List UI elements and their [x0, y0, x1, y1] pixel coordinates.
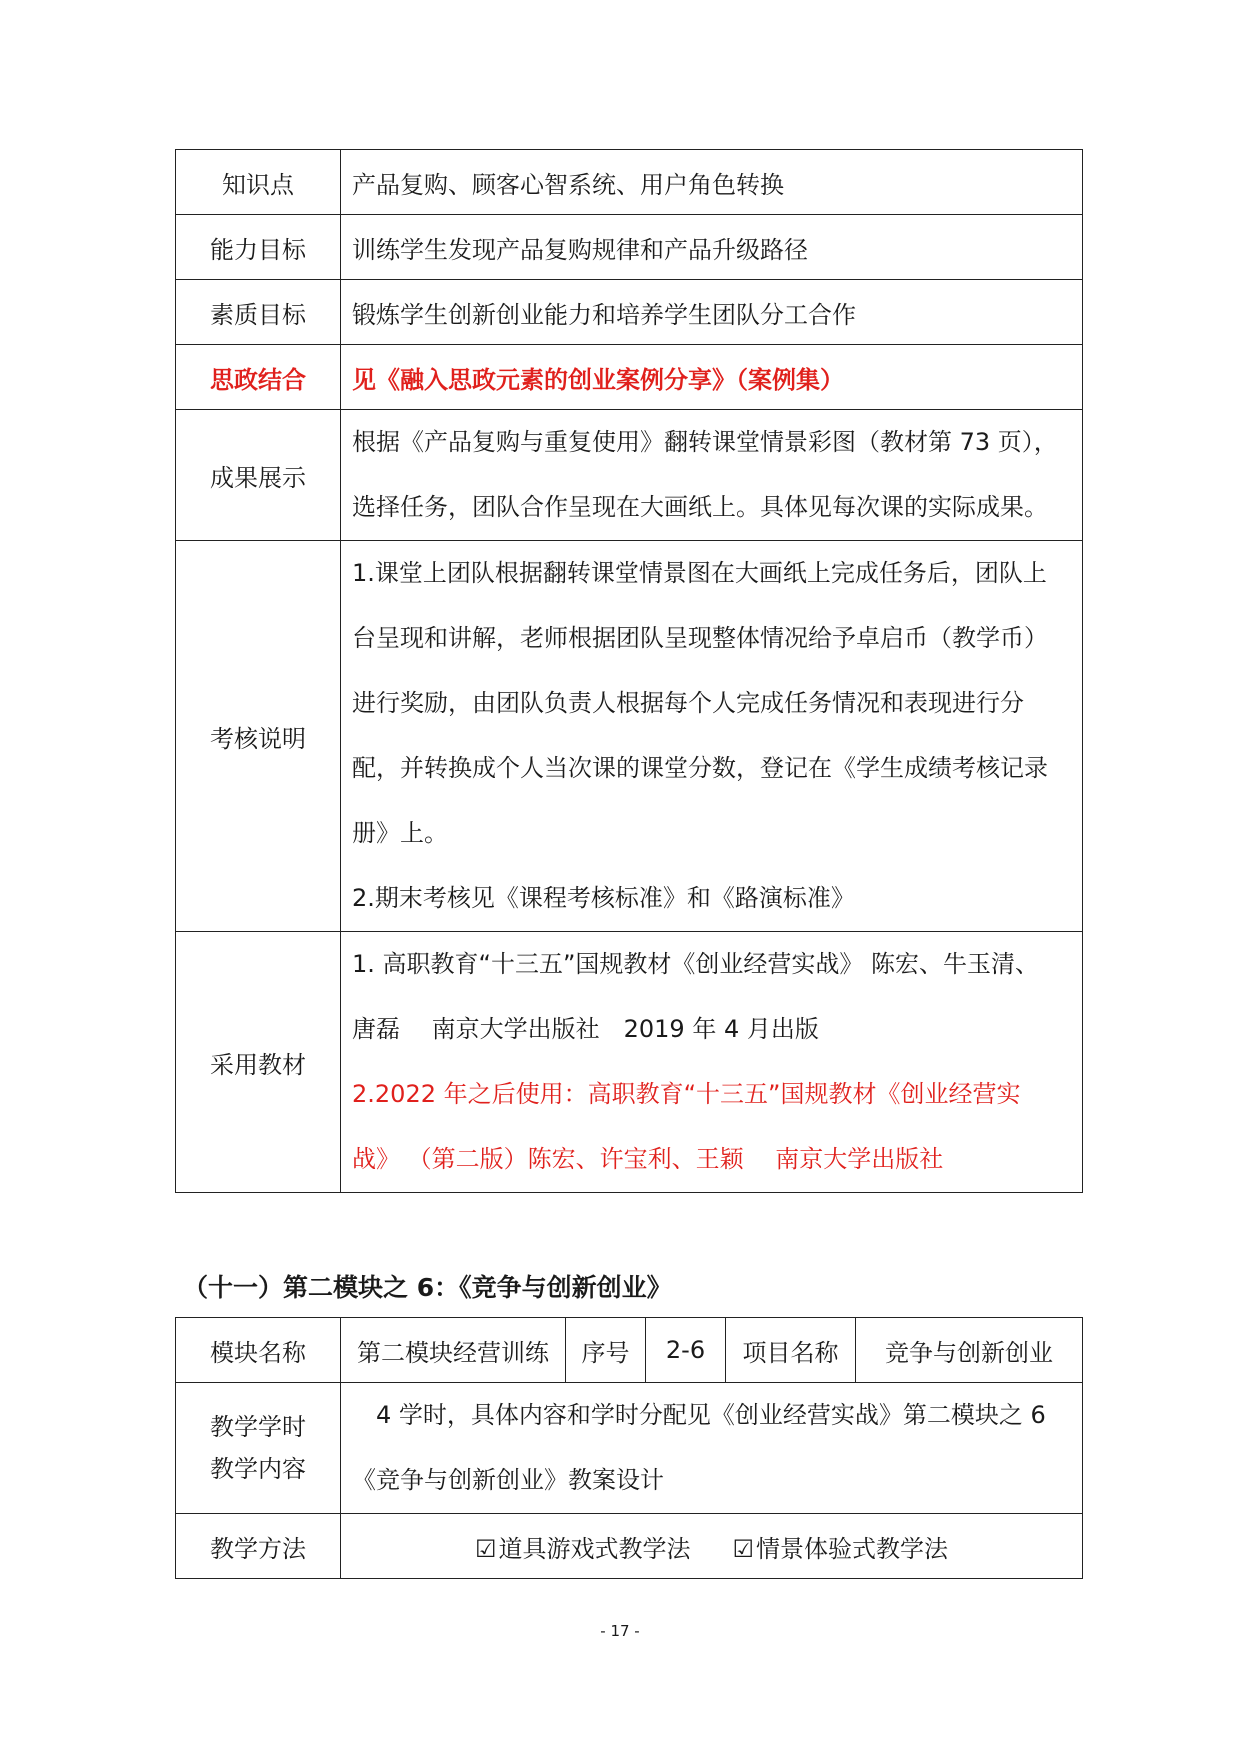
knowledge-label: 知识点: [176, 150, 341, 215]
content-label-line: 教学内容: [210, 1455, 306, 1483]
assessment-line: 1.课堂上团队根据翻转课堂情景图在大画纸上完成任务后，团队上: [352, 559, 1047, 587]
hours-label: [176, 1383, 341, 1514]
hours-line: 4 学时，具体内容和学时分配见《创业经营实战》第二模块之 6: [352, 1401, 1046, 1429]
row-ideology: [176, 345, 1083, 410]
assessment-line: 册》上。: [352, 819, 448, 847]
course-info-table: [175, 149, 1083, 1193]
row-module-name: [176, 1318, 1083, 1383]
textbook-line-new-edition: 2.2022 年之后使用：高职教育“十三五”国规教材《创业经营实: [352, 1080, 1021, 1108]
project-name-value: 竞争与创新创业: [856, 1318, 1083, 1383]
assessment-label: 考核说明: [176, 541, 341, 932]
textbook-line-new-edition: 战》 （第二版）陈宏、许宝利、王颖 南京大学出版社: [352, 1145, 944, 1173]
section-title: （十一）第二模块之 6：《竞争与创新创业》: [183, 1273, 672, 1302]
knowledge-text: 产品复购、顾客心智系统、用户角色转换: [341, 150, 1083, 215]
quality-text: 锻炼学生创新创业能力和培养学生团队分工合作: [341, 280, 1083, 345]
row-textbook: [176, 932, 1083, 1193]
method-item: 道具游戏式教学法: [498, 1534, 691, 1563]
assessment-text: [341, 541, 1083, 932]
checkbox-checked-icon: ☑: [474, 1534, 497, 1563]
results-text: [341, 410, 1083, 541]
methods-cell: [341, 1514, 1083, 1579]
results-line: 选择任务，团队合作呈现在大画纸上。具体见每次课的实际成果。: [352, 493, 1048, 521]
results-label: 成果展示: [176, 410, 341, 541]
module-name-value: 第二模块经营训练: [341, 1318, 566, 1383]
textbook-label: 采用教材: [176, 932, 341, 1193]
assessment-line: 进行奖励，由团队负责人根据每个人完成任务情况和表现进行分: [352, 689, 1024, 717]
row-results: [176, 410, 1083, 541]
assessment-line: 台呈现和讲解，老师根据团队呈现整体情况给予卓启币（教学币）: [352, 624, 1048, 652]
seq-label: 序号: [566, 1318, 646, 1383]
row-quality: [176, 280, 1083, 345]
quality-label: 素质目标: [176, 280, 341, 345]
project-name-label: 项目名称: [726, 1318, 856, 1383]
hours-label-line: 教学学时: [210, 1413, 306, 1441]
row-assessment: [176, 541, 1083, 932]
row-hours: [176, 1383, 1083, 1514]
method-label: 教学方法: [176, 1514, 341, 1579]
ability-text: 训练学生发现产品复购规律和产品升级路径: [341, 215, 1083, 280]
page-number: - 17 -: [600, 1622, 640, 1640]
assessment-line: 配，并转换成个人当次课的课堂分数，登记在《学生成绩考核记录: [352, 754, 1048, 782]
ideology-label: 思政结合: [176, 345, 341, 410]
row-knowledge: [176, 150, 1083, 215]
ideology-text: 见《融入思政元素的创业案例分享》（案例集）: [341, 345, 1083, 410]
results-line: 根据《产品复购与重复使用》翻转课堂情景彩图（教材第 73 页），: [352, 428, 1058, 456]
textbook-line: 唐磊 南京大学出版社 2019 年 4 月出版: [352, 1015, 819, 1043]
ability-label: 能力目标: [176, 215, 341, 280]
textbook-text: [341, 932, 1083, 1193]
module-table: [175, 1317, 1083, 1579]
hours-line: 《竞争与创新创业》教案设计: [352, 1466, 664, 1494]
textbook-line: 1. 高职教育“十三五”国规教材《创业经营实战》 陈宏、牛玉清、: [352, 950, 1040, 978]
hours-text: [341, 1383, 1083, 1514]
method-item: 情景体验式教学法: [756, 1534, 949, 1563]
checkbox-checked-icon: ☑: [732, 1534, 755, 1563]
module-name-label: 模块名称: [176, 1318, 341, 1383]
row-methods: [176, 1514, 1083, 1579]
row-ability: [176, 215, 1083, 280]
assessment-line: 2.期末考核见《课程考核标准》和《路演标准》: [352, 884, 855, 912]
seq-value: 2-6: [646, 1318, 726, 1383]
